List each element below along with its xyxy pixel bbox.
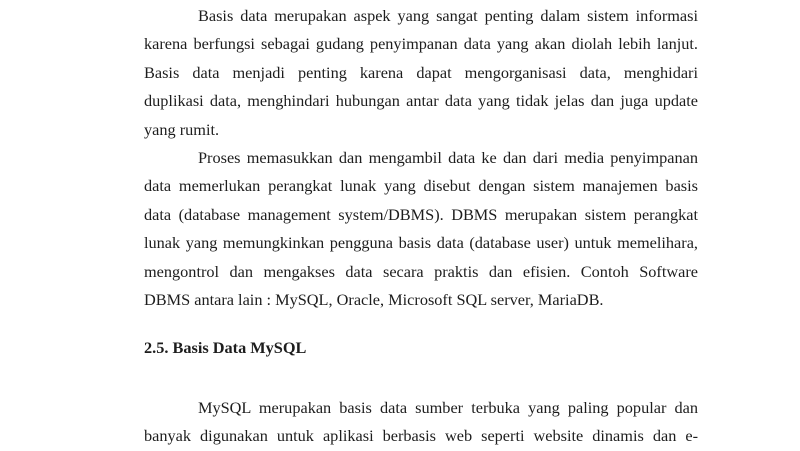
text-line: data (database management system/DBMS). DBMS merupakan sistem perangkat <box>144 204 698 224</box>
text-line: Basis data merupakan aspek yang sangat penting dalam sistem informasi <box>198 6 698 25</box>
text-block <box>144 2 698 451</box>
paragraph-mysql <box>144 394 698 451</box>
text-line: MySQL merupakan basis data sumber terbuka yang paling popular dan <box>198 397 698 417</box>
text-line: banyak digunakan untuk aplikasi berbasis web seperti website dinamis dan e- <box>144 426 698 446</box>
text-line: DBMS antara lain : MySQL, Oracle, Microsoft SQL server, MariaDB. <box>144 290 604 310</box>
section-heading: 2.5. Basis Data MySQL <box>144 338 307 358</box>
text-line: karena berfungsi sebagai gudang penyimpanan data yang akan diolah lebih lanjut. <box>144 34 698 54</box>
text-line: duplikasi data, menghindari hubungan antar data yang tidak jelas dan juga update <box>144 91 698 111</box>
text-line: lunak yang memungkinkan pengguna basis data (database user) untuk memelihara, <box>144 233 698 253</box>
text-line: data memerlukan perangkat lunak yang disebut dengan sistem manajemen basis <box>144 176 698 196</box>
text-line: Basis data menjadi penting karena dapat mengorganisasi data, menghidari <box>144 62 698 82</box>
paragraph-dbms <box>144 144 698 314</box>
text-line: mengontrol dan mengakses data secara praktis dan efisien. Contoh Software <box>144 261 698 281</box>
text-line: yang rumit. <box>144 119 220 139</box>
paragraph-basis-data <box>144 2 698 144</box>
text-line: Proses memasukkan dan mengambil data ke dan dari media penyimpanan <box>198 148 698 168</box>
